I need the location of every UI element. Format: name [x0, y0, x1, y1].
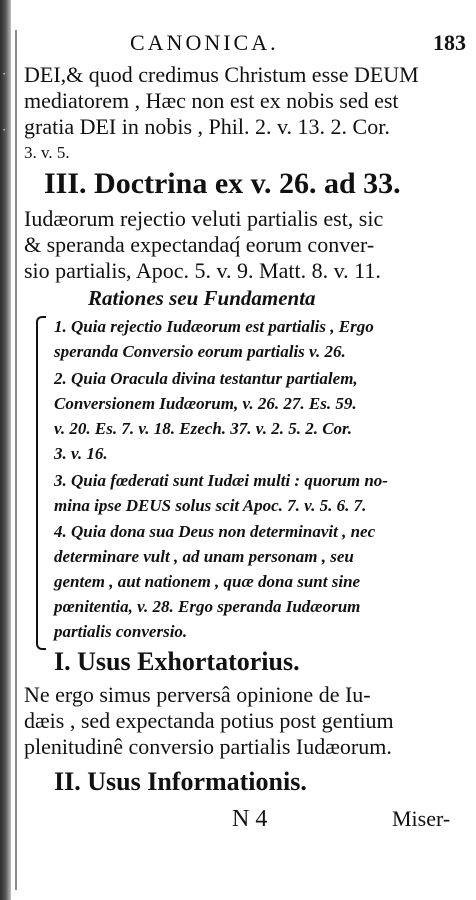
- running-head-title: CANONICA.: [130, 30, 279, 55]
- reason-line: 2. Quia Oracula divina testantur partialem,: [54, 369, 358, 388]
- reason-line: determinare vult , ad unam personam , seu: [54, 547, 354, 566]
- body-line: dæis , sed expectanda potius post gentium: [24, 708, 394, 733]
- margin-mark: ·: [2, 66, 7, 81]
- reason-line: speranda Conversio eorum partialis v. 26.: [54, 342, 346, 361]
- body-line: & speranda expectandaq́ eorum conver-: [24, 232, 375, 257]
- body-line: Iudæorum rejectio veluti partialis est, sic: [24, 206, 384, 231]
- margin-mark: ·: [2, 122, 7, 137]
- body-line: 3. v. 5.: [24, 143, 70, 162]
- body-line: Ne ergo simus perversâ opinione de Iu-: [24, 682, 371, 707]
- body-line: DEI,& quod credimus Christum esse DEUM: [24, 62, 419, 87]
- body-line: gratia DEI in nobis , Phil. 2. v. 13. 2. Cor.: [24, 114, 390, 139]
- section-heading: II. Usus Informationis.: [54, 767, 307, 796]
- reason-line: 1. Quia rejectio Iudæorum est partialis , Ergo: [54, 317, 374, 336]
- running-head: [24, 30, 472, 58]
- page-number: 183: [433, 30, 466, 55]
- reason-line: Conversionem Iudæorum, v. 26. 27. Es. 59.: [54, 394, 357, 413]
- body-line: plenitudinê conversio partialis Iudæorum.: [24, 734, 392, 759]
- reason-line: v. 20. Es. 7. v. 18. Ezech. 37. v. 2. 5. 2. Cor.: [54, 419, 352, 438]
- reason-line: 4. Quia dona sua Deus non determinavit , nec: [54, 522, 376, 541]
- reason-line: 3. Quia fœderati sunt Iudæi multi : quorum no-: [54, 471, 388, 490]
- body-line: sio partialis, Apoc. 5. v. 9. Matt. 8. v. 11.: [24, 258, 381, 283]
- signature-mark: N 4: [232, 806, 268, 832]
- reason-line: gentem , aut nationem , quæ dona sunt sine: [54, 572, 361, 591]
- body-line: mediatorem , Hæc non est ex nobis sed est: [24, 88, 399, 113]
- section-heading: I. Usus Exhortatorius.: [54, 647, 300, 676]
- reason-line: 3. v. 16.: [54, 444, 108, 463]
- section-heading: III. Doctrina ex v. 26. ad 33.: [44, 167, 401, 200]
- catchword: Miser-: [392, 806, 451, 831]
- page-footer: [24, 806, 472, 836]
- book-page: [24, 0, 472, 900]
- gutter-rule: [15, 30, 17, 890]
- reason-line: partialis conversio.: [54, 622, 188, 641]
- subheading: Rationes seu Fundamenta: [88, 286, 316, 310]
- reason-line: pœnitentia, v. 28. Ergo speranda Iudæorum: [54, 597, 361, 616]
- reason-line: mina ipse DEUS solus scit Apoc. 7. v. 5. 6. 7.: [54, 496, 367, 515]
- list-bracket: [36, 316, 46, 650]
